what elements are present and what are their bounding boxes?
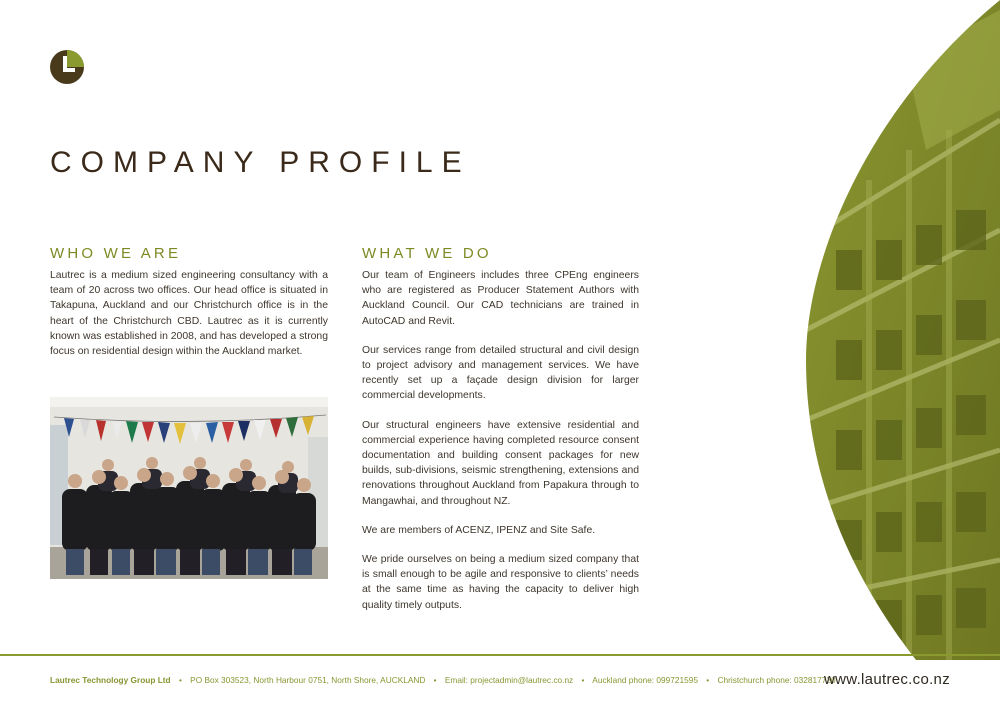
who-we-are-heading: WHO WE ARE [50, 245, 182, 262]
what-we-do-section [362, 245, 639, 613]
building-graphic [806, 0, 1000, 660]
what-we-do-paragraph: We are members of ACENZ, IPENZ and Site Safe. [362, 524, 596, 536]
footer-divider [0, 654, 1000, 656]
what-we-do-heading: WHAT WE DO [362, 245, 492, 262]
team-photo [50, 397, 328, 579]
who-we-are-section [50, 245, 328, 359]
what-we-do-paragraph: We pride ourselves on being a medium sized company that is small enough to be agile and responsive to clients’ needs at the same time as having the capacity to deliver high quality timely outputs. [362, 554, 639, 611]
footer-auckland-phone: Auckland phone: 099721595 [592, 675, 698, 685]
footer-christchurch-phone: Christchurch phone: 032817720 [717, 675, 836, 685]
what-we-do-paragraph: Our team of Engineers includes three CPEng engineers who are registered as Producer Statement Authors with Auckland Council. Our CAD technicians are trained in AutoCAD and Revit. [362, 270, 639, 327]
footer-separator: • [178, 675, 182, 685]
who-we-are-paragraph: Lautrec is a medium sized engineering consultancy with a team of 20 across two offices. Our head office is situated in Takapuna, Auckland and our Christchurch office is in the heart of the Christchurch CBD. Lautrec as it is currently known was established in 2008, and has developed a strong focus on residential design within the Auckland market. [50, 270, 328, 358]
footer-separator: • [706, 675, 710, 685]
lautrec-logo-icon [50, 50, 84, 84]
footer-email[interactable]: Email: projectadmin@lautrec.co.nz [444, 675, 574, 685]
page-title: COMPANY PROFILE [50, 146, 471, 179]
team-photo-illustration [50, 397, 328, 579]
footer-company: Lautrec Technology Group Ltd [50, 675, 171, 685]
footer-separator: • [581, 675, 585, 685]
footer-separator: • [433, 675, 437, 685]
footer-contact [50, 675, 950, 691]
website-link[interactable]: www.lautrec.co.nz [824, 671, 950, 688]
what-we-do-paragraph: Our services range from detailed structural and civil design to project advisory and management services. We have recently set up a façade design division for larger commercial developments. [362, 344, 639, 402]
what-we-do-paragraph: Our structural engineers have extensive residential and commercial experience having completed resource consent documentation and building consent packages for new builds, sub-divisions, seismic strengthening, extensions and renovations throughout Auckland from Papakura through to Mangawhai, and throughout NZ. [362, 419, 639, 507]
footer-address: PO Box 303523, North Harbour 0751, North Shore, AUCKLAND [190, 675, 426, 685]
